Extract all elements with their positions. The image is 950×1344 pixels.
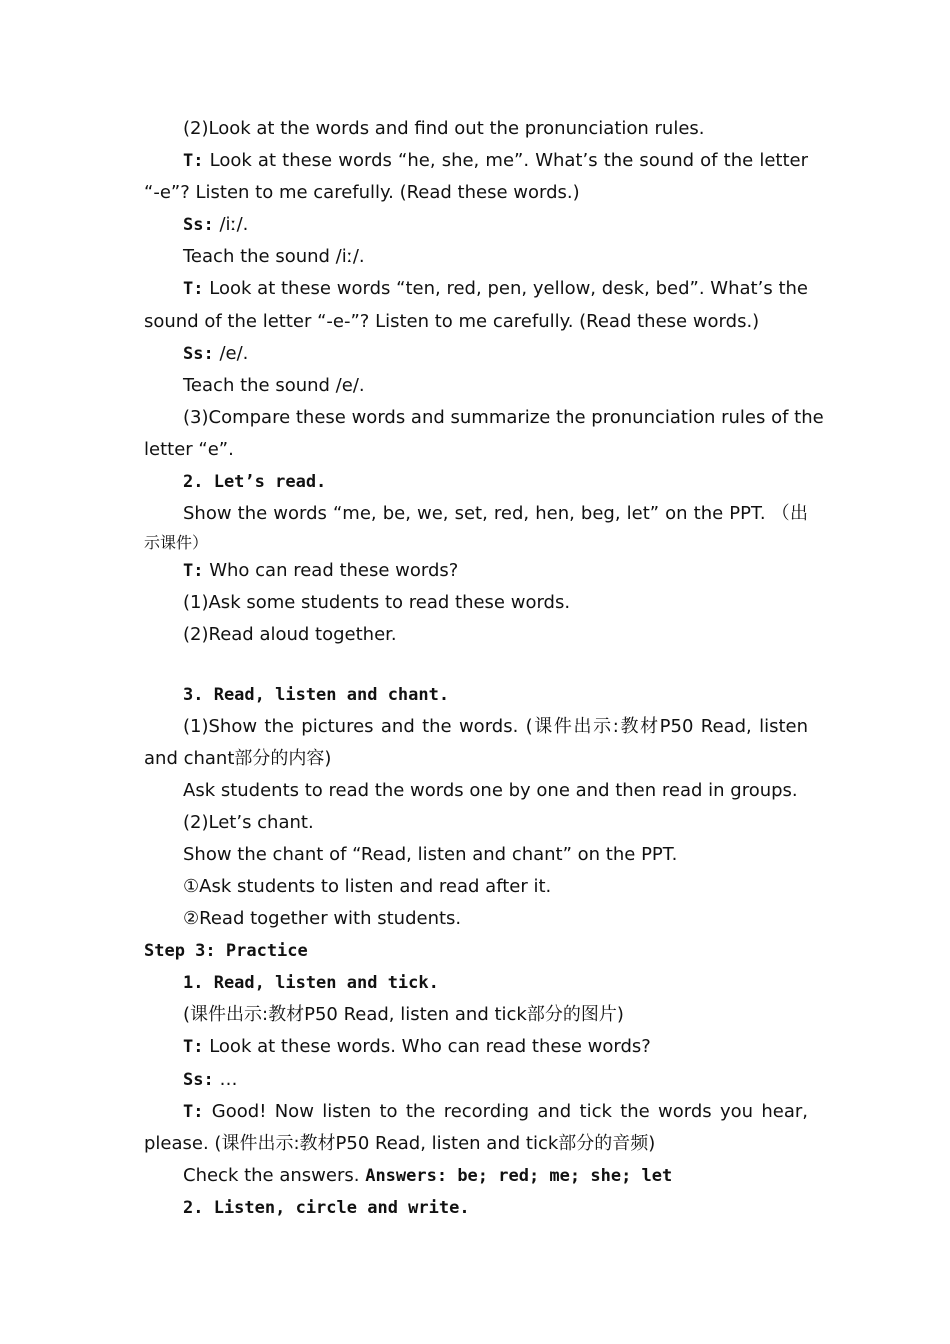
section-heading: 2. Let’s read. bbox=[183, 472, 327, 492]
dialogue-line: T: Look at these words “he, she, me”. What’s the sound of the letter bbox=[183, 150, 808, 171]
text-line: Teach the sound /iː/. bbox=[183, 246, 365, 267]
text-line: and chant部分的内容) bbox=[144, 748, 332, 769]
text-line: (1)Ask some students to read these words. bbox=[183, 592, 571, 613]
speaker-label: Ss: bbox=[183, 215, 214, 235]
text-line: 示课件） bbox=[144, 533, 209, 552]
dialogue-line: T: Who can read these words? bbox=[183, 560, 459, 581]
dialogue-line: Ss: /iː/. bbox=[183, 214, 249, 235]
answer-line: Check the answers. Answers: be; red; me; she; let bbox=[183, 1165, 673, 1186]
text-line: (2)Read aloud together. bbox=[183, 624, 397, 645]
text-line: (3)Compare these words and summarize the pronunciation rules of the bbox=[183, 407, 824, 428]
speaker-label: T: bbox=[183, 1102, 204, 1122]
text-line: Show the words “me, be, we, set, red, hen, beg, let” on the PPT. （出 bbox=[183, 503, 808, 524]
dialogue-line: Ss: /e/. bbox=[183, 343, 249, 364]
text-line: please. (课件出示:教材P50 Read, listen and tick部分的音频) bbox=[144, 1133, 656, 1154]
speaker-label: T: bbox=[183, 279, 204, 299]
speaker-label: T: bbox=[183, 1037, 204, 1057]
text-line: (2)Let’s chant. bbox=[183, 812, 314, 833]
text-line: ①Ask students to listen and read after it. bbox=[183, 876, 552, 897]
dialogue-line: T: Good! Now listen to the recording and tick the words you hear, bbox=[183, 1101, 808, 1122]
text-line: (2)Look at the words and find out the pronunciation rules. bbox=[183, 118, 705, 139]
section-heading: 2. Listen, circle and write. bbox=[183, 1198, 470, 1218]
section-heading: 3. Read, listen and chant. bbox=[183, 685, 450, 705]
dialogue-line: T: Look at these words “ten, red, pen, yellow, desk, bed”. What’s the bbox=[183, 278, 808, 299]
speaker-label: Ss: bbox=[183, 1070, 214, 1090]
text-line: letter “e”. bbox=[144, 439, 234, 460]
text-line: (1)Show the pictures and the words. (课件出示:教材P50 Read, listen bbox=[183, 716, 808, 737]
speaker-label: T: bbox=[183, 151, 204, 171]
step-heading: Step 3: Practice bbox=[144, 941, 308, 961]
text-line: “-e”? Listen to me carefully. (Read these words.) bbox=[144, 182, 580, 203]
text-line: Show the chant of “Read, listen and chant” on the PPT. bbox=[183, 844, 678, 865]
text-line: sound of the letter “-e-”? Listen to me carefully. (Read these words.) bbox=[144, 311, 760, 332]
text-line: Ask students to read the words one by one and then read in groups. bbox=[183, 780, 798, 801]
text-line: Teach the sound /e/. bbox=[183, 375, 365, 396]
text-line: (课件出示:教材P50 Read, listen and tick部分的图片) bbox=[183, 1004, 624, 1025]
answers-text: Answers: be; red; me; she; let bbox=[365, 1166, 673, 1186]
speaker-label: Ss: bbox=[183, 344, 214, 364]
speaker-label: T: bbox=[183, 561, 204, 581]
section-heading: 1. Read, listen and tick. bbox=[183, 973, 439, 993]
text-line: ②Read together with students. bbox=[183, 908, 462, 929]
dialogue-line: T: Look at these words. Who can read these words? bbox=[183, 1036, 651, 1057]
dialogue-line: Ss: … bbox=[183, 1069, 238, 1090]
